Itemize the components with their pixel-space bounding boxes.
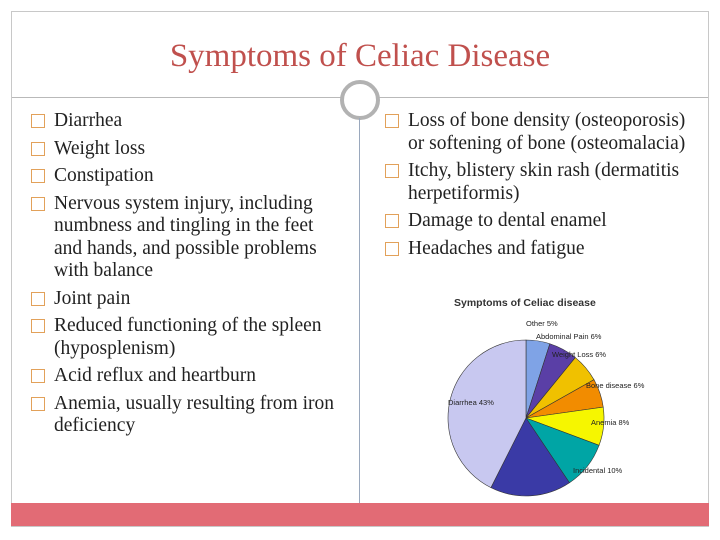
list-item — [385, 160, 705, 205]
square-bullet-icon — [31, 369, 45, 383]
square-bullet-icon — [31, 142, 45, 156]
list-item-text: Constipation — [54, 165, 154, 186]
slide-title: Symptoms of Celiac Disease — [169, 38, 551, 74]
slice-label: Bone disease 6% — [586, 381, 645, 390]
list-item-text: Diarrhea — [54, 110, 123, 131]
slice-label: Anemia 8% — [591, 418, 630, 427]
list-item-text: Itchy, blistery skin rash (dermatitis herpetiformis) — [408, 160, 680, 204]
divider-circle-ornament — [340, 80, 380, 120]
list-item-text: Loss of bone density (osteoporosis) or softening of bone (osteomalacia) — [408, 110, 686, 154]
chart-title: Symptoms of Celiac disease — [454, 297, 596, 309]
square-bullet-icon — [31, 197, 45, 211]
list-item — [31, 393, 346, 438]
list-item — [31, 193, 346, 283]
column-divider — [359, 118, 360, 503]
list-item — [385, 238, 705, 261]
slice-label: Incidental 10% — [573, 466, 623, 475]
list-item-text: Anemia, usually resulting from iron deficiency — [54, 392, 334, 436]
square-bullet-icon — [31, 114, 45, 128]
list-item-text: Joint pain — [54, 287, 131, 309]
square-bullet-icon — [31, 319, 45, 333]
slice-label: Other 5% — [526, 319, 558, 328]
list-item — [31, 288, 346, 311]
slice-label: Weight Loss 6% — [552, 350, 607, 359]
pie-chart-svg — [446, 293, 704, 517]
left-symptom-list — [31, 110, 346, 443]
list-item — [385, 210, 705, 233]
list-item — [385, 110, 705, 155]
square-bullet-icon — [385, 114, 399, 128]
list-item — [31, 365, 346, 388]
slice-label: Abdominal Pain 6% — [536, 332, 602, 341]
list-item-text: Headaches and fatigue — [408, 237, 585, 259]
square-bullet-icon — [385, 214, 399, 228]
list-item-text: Acid reflux and heartburn — [54, 365, 256, 386]
list-item — [31, 165, 346, 188]
list-item-text: Reduced functioning of the spleen (hyposplenism) — [54, 315, 322, 359]
list-item-text: Damage to dental enamel — [408, 210, 607, 231]
list-item — [31, 110, 346, 133]
square-bullet-icon — [31, 169, 45, 183]
list-item-text: Weight loss — [54, 137, 146, 159]
slice-label: Diarrhea 43% — [448, 398, 494, 407]
square-bullet-icon — [31, 397, 45, 411]
list-item-text: Nervous system injury, including numbness and tingling in the feet and hands, and possible problems with balance — [54, 192, 317, 281]
square-bullet-icon — [385, 242, 399, 256]
square-bullet-icon — [31, 292, 45, 306]
footer-bar — [11, 503, 709, 526]
list-item — [31, 315, 346, 360]
pie-chart-image — [446, 293, 704, 517]
square-bullet-icon — [385, 164, 399, 178]
list-item — [31, 138, 346, 161]
right-symptom-list — [385, 110, 705, 265]
